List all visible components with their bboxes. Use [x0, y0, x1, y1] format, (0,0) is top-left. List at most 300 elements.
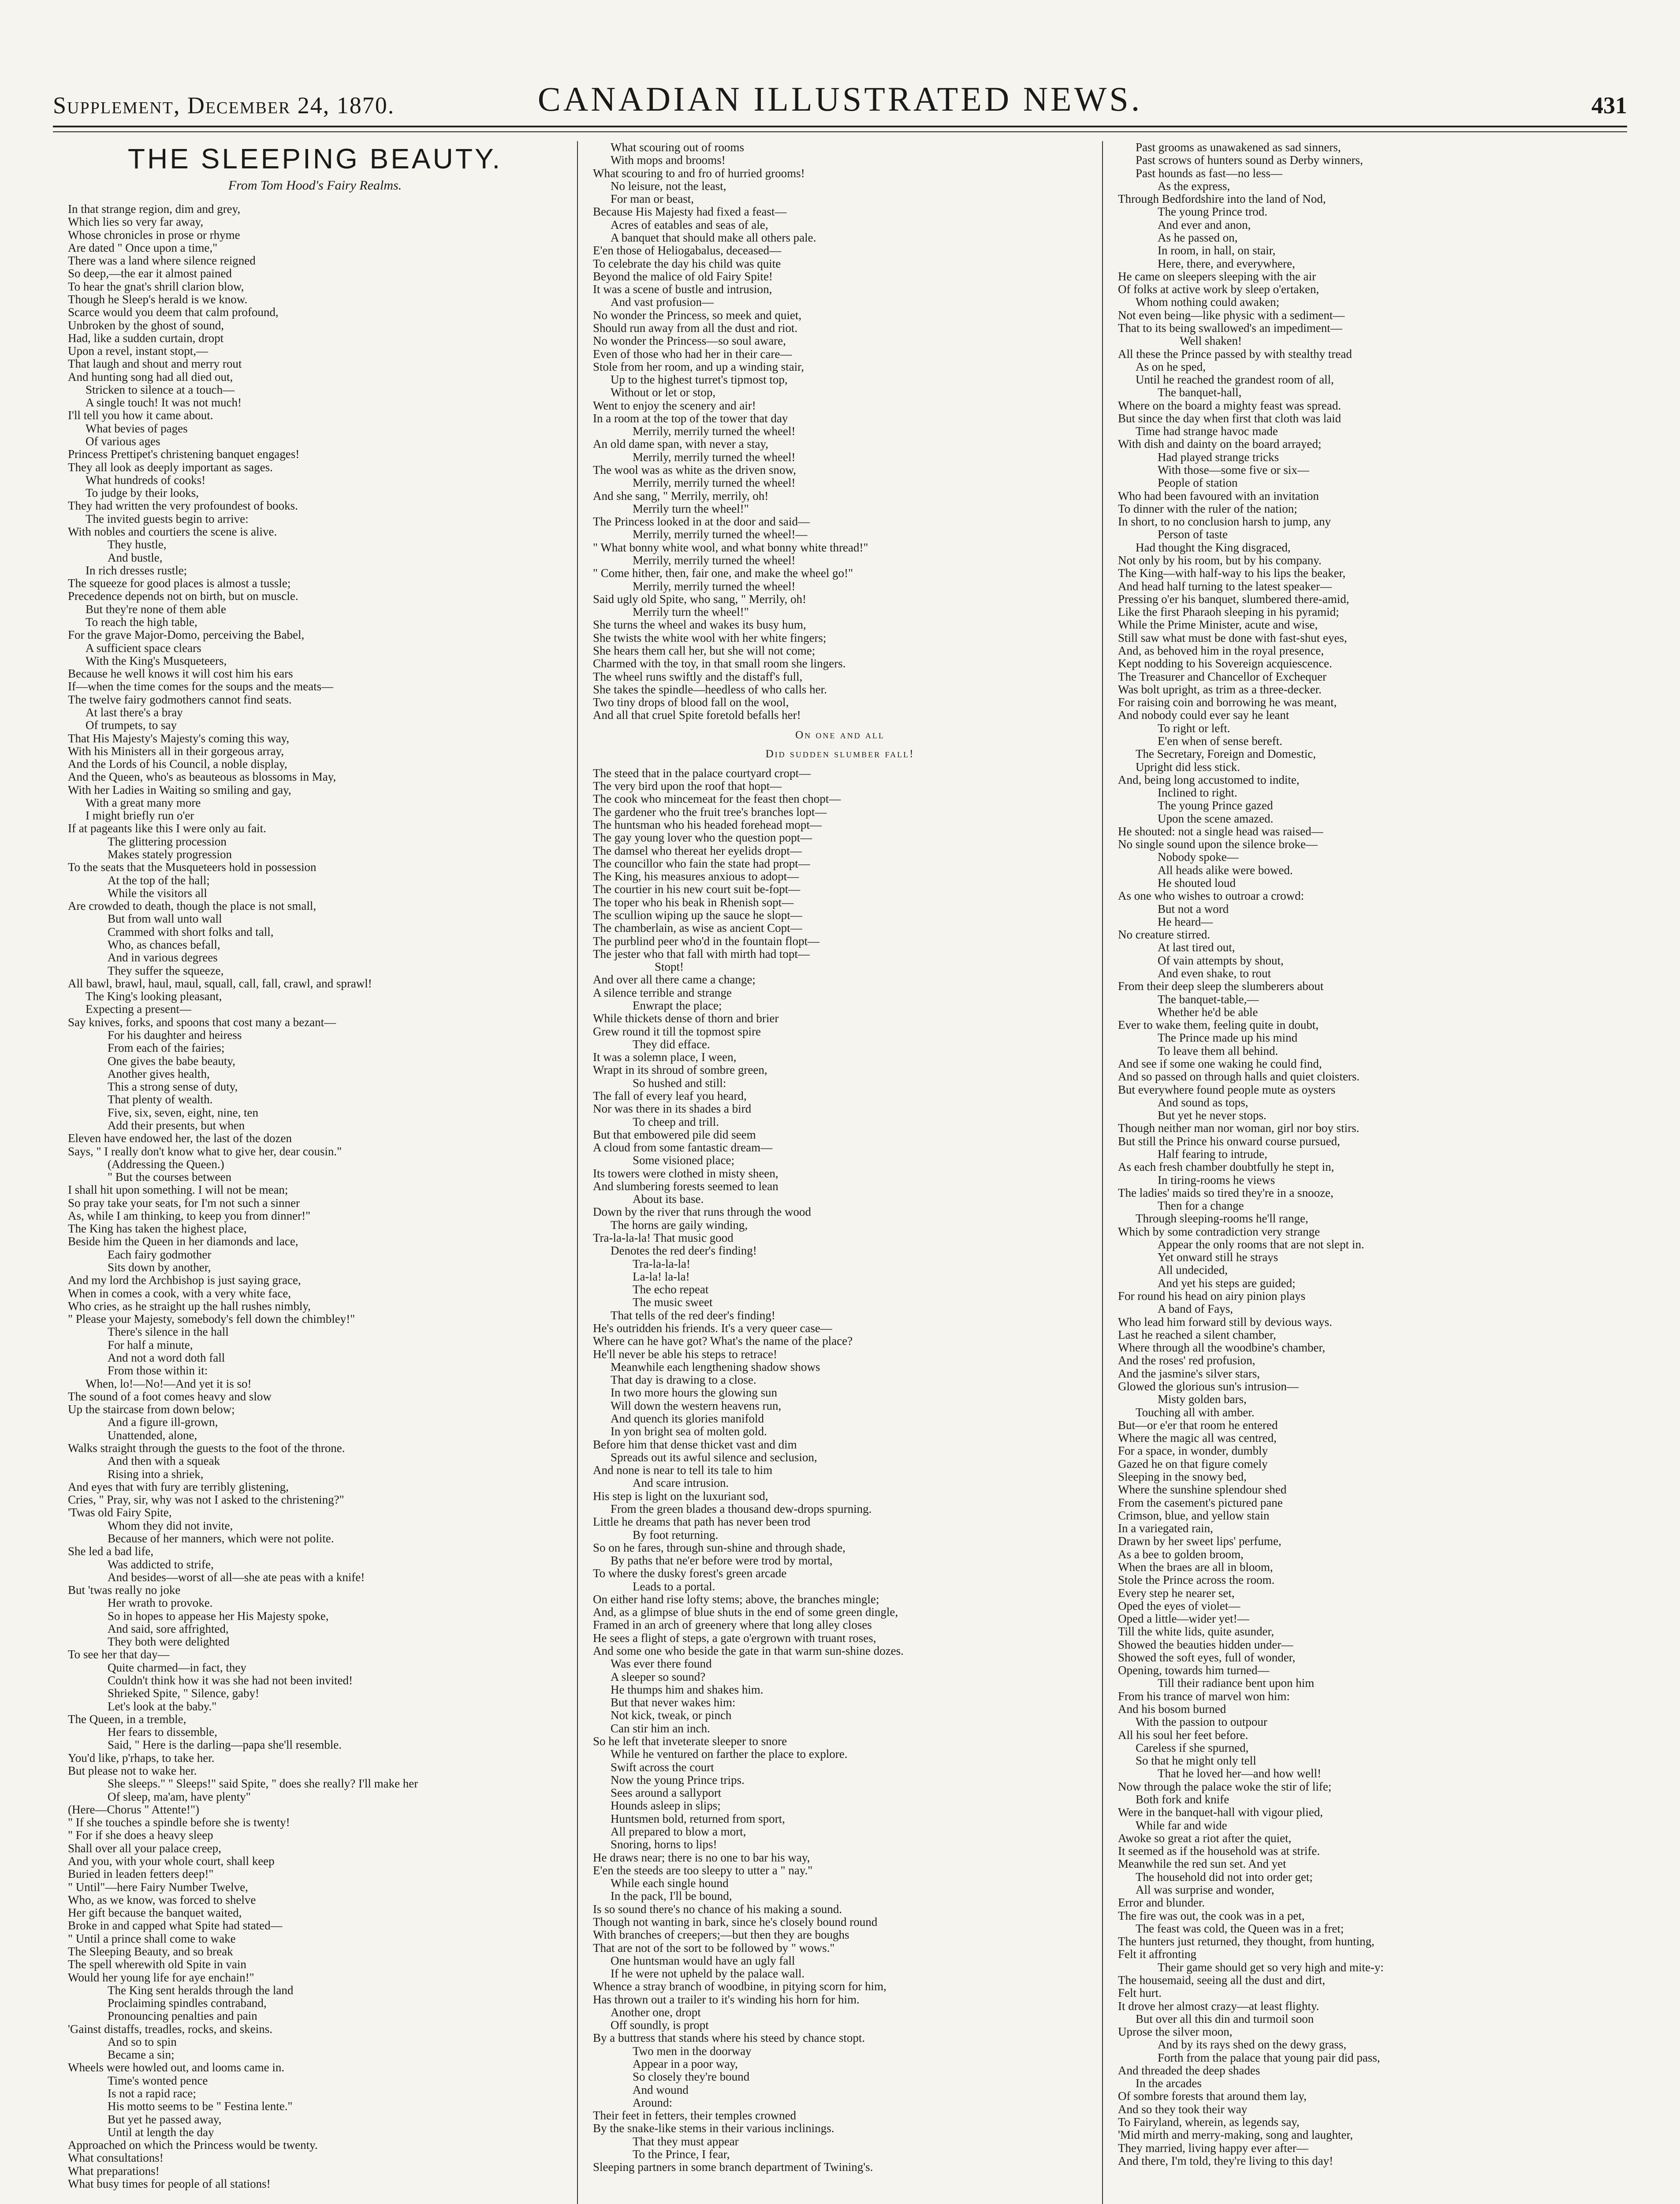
- poem-line: In yon bright sea of molten gold.: [611, 1425, 767, 1438]
- poem-line: Another gives health,: [108, 1067, 210, 1080]
- poem-line: And bustle,: [108, 551, 163, 564]
- poem-line: As he passed on,: [1158, 231, 1238, 244]
- poem-line: Framed in an arch of greenery where that long alley closes: [593, 1618, 872, 1632]
- poem-line: His motto seems to be " Festina lente.": [108, 2100, 293, 2113]
- poem-line: And yet his steps are guided;: [1158, 1276, 1296, 1290]
- poem-line: And see if some one waking he could find,: [1118, 1057, 1322, 1070]
- poem-line: Upright did less stick.: [1136, 760, 1240, 774]
- poem-line: As each fresh chamber doubtfully he stept in,: [1118, 1160, 1334, 1174]
- poem-line: A sufficient space clears: [86, 641, 201, 655]
- poem-line: The young Prince gazed: [1158, 799, 1273, 812]
- poem-line: The cook who mincemeat for the feast then chopt—: [593, 792, 841, 806]
- poem-line: To leave them all behind.: [1158, 1044, 1278, 1057]
- poem-line: From those within it:: [108, 1364, 208, 1378]
- poem-line: And even shake, to rout: [1158, 967, 1271, 980]
- poem-line: If—when the time comes for the soups and the meats—: [68, 680, 334, 693]
- poem-line: The toper who his beak in Rhenish sopt—: [593, 895, 794, 909]
- poem-line: A silence terrible and strange: [593, 986, 732, 999]
- poem-line: They all look as deeply important as sages.: [68, 460, 273, 474]
- poem-line: Was ever there found: [611, 1657, 712, 1671]
- poem-line: The King's looking pleasant,: [86, 990, 222, 1003]
- poem-line: Appear the only rooms that are not slept in.: [1158, 1237, 1364, 1251]
- poem-line: With branches of creepers;—but then they are boughs: [593, 1928, 849, 1942]
- poem-line: For the grave Major-Domo, perceiving the Babel,: [68, 628, 305, 642]
- poem-line: Shrieked Spite, " Silence, gaby!: [108, 1687, 259, 1700]
- poem-line: " If she touches a spindle before she is twenty!: [68, 1816, 290, 1829]
- poem-line: But that never wakes him:: [611, 1696, 736, 1709]
- poem-line: Says, " I really don't know what to give her, dear cousin.": [68, 1144, 342, 1158]
- poem-line: Till the white lids, quite asunder,: [1118, 1625, 1274, 1638]
- poem-line: All bawl, brawl, haul, maul, squall, call, fall, crawl, and sprawl!: [68, 976, 372, 990]
- poem-line: To dinner with the ruler of the nation;: [1118, 502, 1297, 515]
- poem-line: Had, like a sudden curtain, dropt: [68, 331, 224, 345]
- poem-line: To judge by their looks,: [86, 486, 199, 500]
- poem-line: So that he might only tell: [1136, 1754, 1256, 1768]
- poem-line: They had written the very profoundest of books.: [68, 499, 298, 513]
- poem-line: Past scrows of hunters sound as Derby winners,: [1136, 153, 1363, 167]
- poem-line: Sits down by another,: [108, 1261, 211, 1274]
- poem-line: Half fearing to intrude,: [1158, 1147, 1267, 1161]
- poem-line: The courtier in his new court suit be-fopt—: [593, 882, 801, 896]
- poem-line: Both fork and knife: [1136, 1793, 1229, 1806]
- poem-line: Two tiny drops of blood fall on the wool,: [593, 696, 789, 709]
- poem-line: And there, I'm told, they're living to this day!: [1118, 2154, 1334, 2167]
- poem-line: And hunting song had all died out,: [68, 370, 233, 383]
- poem-line: While far and wide: [1136, 1818, 1227, 1832]
- poem-line: The fire was out, the cook was in a pet,: [1118, 1909, 1305, 1922]
- poem-lines-col1: [68, 203, 562, 2190]
- poem-line: An old dame span, with never a stay,: [593, 437, 768, 451]
- poem-line: Until he reached the grandest room of all,: [1136, 373, 1334, 387]
- poem-line: Stole the Prince across the room.: [1118, 1573, 1275, 1587]
- poem-line: In tiring-rooms he views: [1158, 1173, 1275, 1187]
- poem-line: A banquet that should make all others pale.: [611, 231, 816, 244]
- masthead: [53, 66, 1627, 119]
- poem-line: He draws near; there is no one to bar his way,: [593, 1850, 810, 1864]
- poem-line: Ever to wake them, feeling quite in doubt,: [1118, 1018, 1319, 1032]
- poem-line: What consultations!: [68, 2151, 164, 2165]
- poem-line: All heads alike were bowed.: [1158, 863, 1293, 877]
- poem-line: And so passed on through halls and quiet cloisters.: [1118, 1070, 1360, 1083]
- poem-line: So deep,—the ear it almost pained: [68, 267, 232, 280]
- poem-line: Grew round it till the topmost spire: [593, 1024, 761, 1038]
- poem-line: (Here—Chorus " Attente!"): [68, 1802, 199, 1816]
- poem-line: At last there's a bray: [86, 705, 183, 719]
- poem-title: THE SLEEPING BEAUTY.: [127, 143, 503, 175]
- poem-line: The huntsman who his headed forehead mopt—: [593, 818, 822, 832]
- poem-line: What scouring to and fro of hurried grooms!: [593, 166, 805, 180]
- poem-line: Are dated " Once upon a time,": [68, 241, 218, 254]
- poem-line: Leads to a portal.: [633, 1579, 715, 1593]
- poem-line: Touching all with amber.: [1136, 1405, 1255, 1419]
- poem-line: Pressing o'er his banquet, slumbered there-amid,: [1118, 592, 1349, 606]
- poem-line: But please not to wake her.: [68, 1764, 197, 1778]
- poem-line: Swift across the court: [611, 1760, 714, 1774]
- poem-line: At last tired out,: [1158, 941, 1235, 954]
- poem-line: And eyes that with fury are terribly glistening,: [68, 1480, 289, 1493]
- poem-line: This a strong sense of duty,: [108, 1080, 238, 1094]
- poem-line: Let's look at the baby.": [108, 1699, 217, 1713]
- poem-line: Error and blunder.: [1118, 1896, 1205, 1910]
- poem-line: What busy times for people of all stations!: [68, 2177, 271, 2191]
- poem-line: In room, in hall, on stair,: [1158, 244, 1276, 257]
- poem-line: Merrily, merrily turned the wheel!: [633, 424, 796, 438]
- poem-line: To celebrate the day his child was quite: [593, 257, 781, 270]
- poem-line: And head half turning to the latest speaker—: [1118, 579, 1332, 593]
- poem-line: 'Mid mirth and merry-making, song and laughter,: [1118, 2128, 1353, 2142]
- poem-line: Beside him the Queen in her diamonds and lace,: [68, 1235, 298, 1248]
- poem-line: To cheep and trill.: [633, 1115, 719, 1128]
- poem-line: But not a word: [1158, 902, 1229, 916]
- poem-line: Gazed he on that figure comely: [1118, 1457, 1268, 1471]
- poem-line: At the top of the hall;: [108, 873, 210, 887]
- poem-line: And so they took their way: [1118, 2102, 1248, 2116]
- poem-line: Nor was there in its shades a bird: [593, 1102, 752, 1116]
- poem-line: For round his head on airy pinion plays: [1118, 1289, 1306, 1303]
- poem-line: With dish and dainty on the board arrayed;: [1118, 437, 1322, 451]
- poem-line: Her gift because the banquet waited,: [68, 1906, 242, 1920]
- poem-line: For a space, in wonder, dumbly: [1118, 1444, 1268, 1458]
- poem-line: Kept nodding to his Sovereign acquiescence.: [1118, 657, 1332, 670]
- poem-line: Rising into a shriek,: [108, 1467, 204, 1481]
- poem-line: But since the day when first that cloth was laid: [1118, 411, 1341, 425]
- poem-line: The purblind peer who'd in the fountain flopt—: [593, 934, 820, 948]
- poem-line: But yet he never stops.: [1158, 1109, 1267, 1122]
- poem-line: Buried in leaden fetters deep!": [68, 1867, 214, 1881]
- poem-line: " But the courses between: [108, 1170, 231, 1184]
- poem-line: And the roses' red profusion,: [1118, 1354, 1255, 1367]
- column-1: [53, 141, 577, 2204]
- poem-line: Her fears to dissemble,: [108, 1725, 217, 1739]
- poem-line: But they're none of them able: [86, 602, 227, 616]
- poem-line: Who had been favoured with an invitation: [1118, 489, 1319, 503]
- poem-line: Sleeping partners in some branch department of Twining's.: [593, 2160, 873, 2174]
- poem-line: Said, " Here is the darling—papa she'll resemble.: [108, 1738, 342, 1752]
- poem-line: Are crowded to death, though the place is not small,: [68, 899, 317, 913]
- poem-line: E'en when of sense bereft.: [1158, 734, 1282, 748]
- poem-line: Snoring, horns to lips!: [611, 1838, 717, 1851]
- poem-line: Who lead him forward still by devious ways.: [1118, 1315, 1332, 1329]
- poem-line: Will down the western heavens run,: [611, 1399, 782, 1412]
- poem-line: Has thrown out a trailer to it's winding his horn for him.: [593, 1992, 860, 2006]
- poem-line: But that embowered pile did seem: [593, 1128, 756, 1141]
- poem-line: And said, sore affrighted,: [108, 1622, 229, 1635]
- poem-line: I might briefly run o'er: [86, 809, 194, 823]
- poem-line: In a room at the top of the tower that day: [593, 411, 788, 425]
- poem-line: Even of those who had her in their care—: [593, 347, 792, 361]
- poem-line: He'll never be able his steps to retrace!: [593, 1347, 777, 1361]
- poem-line: A band of Fays,: [1158, 1302, 1233, 1316]
- poem-line: The steed that in the palace courtyard cropt—: [593, 766, 811, 780]
- poem-line: It was a solemn place, I ween,: [593, 1050, 737, 1064]
- poem-line: The horns are gaily winding,: [611, 1218, 748, 1232]
- poem-line: Before him that dense thicket vast and dim: [593, 1437, 797, 1451]
- poem-lines-col2-part2: [593, 767, 1087, 2174]
- poem-line: And so to spin: [108, 2035, 177, 2048]
- poem-line: To right or left.: [1158, 721, 1230, 735]
- poem-line: Felt hurt.: [1118, 1986, 1162, 2000]
- poem-line: All his soul her feet before.: [1118, 1728, 1248, 1742]
- poem-line: So hushed and still:: [633, 1076, 726, 1090]
- column-2: [577, 141, 1102, 2204]
- poem-line: Beyond the malice of old Fairy Spite!: [593, 269, 773, 283]
- poem-line: Through Bedfordshire into the land of Nod,: [1118, 192, 1326, 206]
- poem-line: The Queen, in a tremble,: [68, 1712, 186, 1726]
- poem-line: Went to enjoy the scenery and air!: [593, 398, 756, 412]
- poem-line: Appear in a poor way,: [633, 2057, 738, 2071]
- poem-line: To Fairyland, wherein, as legends say,: [1118, 2115, 1300, 2129]
- poem-line: Where the magic all was centred,: [1118, 1431, 1277, 1445]
- poem-line: They suffer the squeeze,: [108, 964, 224, 977]
- poem-line: By foot returning.: [633, 1528, 719, 1541]
- poem-line: Said ugly old Spite, who sang, " Merrily, oh!: [593, 592, 806, 606]
- poem-line: And, being long accustomed to indite,: [1118, 773, 1300, 786]
- poem-line: Merrily, merrily turned the wheel!: [633, 554, 796, 567]
- poem-line: And not a word doth fall: [108, 1351, 225, 1365]
- poem-lines-col2-part1: [593, 141, 1087, 722]
- poem-line: Became a sin;: [108, 2048, 175, 2062]
- poem-line: Person of taste: [1158, 528, 1228, 541]
- poem-line: And wound: [633, 2083, 689, 2096]
- poem-line: The Princess looked in at the door and said—: [593, 515, 810, 529]
- poem-line: Is so sound there's no chance of his making a sound.: [593, 1902, 842, 1916]
- poem-line: Makes stately progression: [108, 848, 232, 861]
- poem-line: Had played strange tricks: [1158, 450, 1279, 464]
- poem-line: But—or e'er that room he entered: [1118, 1418, 1278, 1432]
- poem-line: (Addressing the Queen.): [108, 1157, 224, 1171]
- poem-line: That he loved her—and how well!: [1158, 1767, 1322, 1780]
- newspaper-title: CANADIAN ILLUSTRATED NEWS.: [537, 80, 1143, 118]
- poem-line: All was surprise and wonder,: [1136, 1883, 1274, 1896]
- poem-line: Tra-la-la-la! That music good: [593, 1231, 734, 1245]
- poem-line: Whom they did not invite,: [108, 1519, 233, 1532]
- poem-line: Cries, " Pray, sir, why was not I asked to the christening?": [68, 1493, 344, 1507]
- poem-line: Huntsmen bold, returned from sport,: [611, 1812, 785, 1825]
- poem-line: He's outridden his friends. It's a very queer case—: [593, 1322, 832, 1335]
- poem-line: If he were not upheld by the palace wall.: [611, 1967, 805, 1981]
- poem-line: Because he well knows it will cost him his ears: [68, 667, 293, 681]
- poem-line: 'Gainst distaffs, treadles, rocks, and skeins.: [68, 2022, 273, 2036]
- poem-line: Can stir him an inch.: [611, 1721, 710, 1735]
- poem-line: From their deep sleep the slumberers about: [1118, 979, 1324, 993]
- masthead-rule-thin: [53, 131, 1627, 132]
- poem-line: Until at length the day: [108, 2125, 214, 2139]
- poem-line: To the seats that the Musqueteers hold in possession: [68, 860, 317, 874]
- poem-line: And sound as tops,: [1158, 1095, 1248, 1109]
- poem-line: Oped a little—wider yet!—: [1118, 1612, 1249, 1626]
- poem-line: The housemaid, seeing all the dust and dirt,: [1118, 1973, 1326, 1987]
- poem-line: And besides—worst of all—she ate peas with a knife!: [108, 1570, 365, 1584]
- poem-line: In the pack, I'll be bound,: [611, 1889, 732, 1903]
- section-heading-2: Did sudden slumber fall!: [765, 748, 915, 760]
- poem-line: The hunters just returned, they thought, from hunting,: [1118, 1935, 1375, 1948]
- poem-line: So in hopes to appease her His Majesty spoke,: [108, 1609, 329, 1623]
- poem-line: No creature stirred.: [1118, 928, 1211, 942]
- poem-line: Misty golden bars,: [1158, 1392, 1247, 1406]
- poem-line: Princess Prettipet's christening banquet engages!: [68, 447, 300, 461]
- poem-line: With a great many more: [86, 796, 201, 809]
- poem-line: He thumps him and shakes him.: [611, 1683, 764, 1696]
- poem-line: With the King's Musqueteers,: [86, 654, 227, 667]
- poem-line: Expecting a present—: [86, 1002, 191, 1016]
- poem-line: The wool was as white as the driven snow,: [593, 463, 796, 477]
- poem-line: Say knives, forks, and spoons that cost many a bezant—: [68, 1015, 336, 1029]
- poem-line: Whether he'd be able: [1158, 1005, 1258, 1019]
- poem-line: That plenty of wealth.: [108, 1093, 213, 1106]
- poem-line: To reach the high table,: [86, 615, 197, 629]
- poem-line: They married, living happy ever after—: [1118, 2141, 1308, 2155]
- poem-line: " For if she does a heavy sleep: [68, 1828, 213, 1842]
- poem-line: The gardener who the fruit tree's branches lopt—: [593, 805, 827, 819]
- poem-subtitle: From Tom Hood's Fairy Realms.: [228, 178, 402, 193]
- poem-line: " Please your Majesty, somebody's fell down the chimbley!": [68, 1312, 355, 1326]
- poem-line: Was addicted to strife,: [108, 1557, 214, 1571]
- poem-line: What scouring out of rooms: [611, 141, 744, 154]
- poem-line: Time had strange havoc made: [1136, 424, 1278, 438]
- poem-line: He sees a flight of steps, a gate o'ergrown with truant roses,: [593, 1631, 876, 1645]
- poem-line: Inclined to right.: [1158, 786, 1237, 800]
- poem-line: And some one who beside the gate in that warm sun-shine dozes.: [593, 1644, 904, 1658]
- poem-line: But 'twas really no joke: [68, 1583, 181, 1597]
- poem-line: The King has taken the highest place,: [68, 1222, 247, 1236]
- poem-line: The banquet-table,—: [1158, 992, 1259, 1006]
- poem-line: Which lies so very far away,: [68, 215, 204, 229]
- poem-line: From each of the fairies;: [108, 1041, 225, 1055]
- poem-line: When in comes a cook, with a very white face,: [68, 1286, 291, 1300]
- poem-line: By a buttress that stands where his steed by chance stopt.: [593, 2031, 865, 2045]
- poem-line: When, lo!—No!—And yet it is so!: [86, 1377, 252, 1390]
- poem-line: Wheels were howled out, and looms came in.: [68, 2061, 285, 2074]
- masthead-rule: [53, 126, 1627, 127]
- poem-line: Scarce would you deem that calm profound,: [68, 305, 279, 319]
- poem-line: Up the staircase from down below;: [68, 1403, 235, 1416]
- poem-line: There was a land where silence reigned: [68, 254, 256, 268]
- poem-line: On either hand rise lofty stems; above, the branches mingle;: [593, 1592, 879, 1606]
- poem-line: Five, six, seven, eight, nine, ten: [108, 1106, 258, 1119]
- poem-line: Is not a rapid race;: [108, 2087, 196, 2100]
- poem-line: The spell wherewith old Spite in vain: [68, 1958, 246, 1971]
- poem-line: That to its being swallowed's an impediment—: [1118, 321, 1342, 335]
- poem-line: And the Lords of his Council, a noble display,: [68, 757, 287, 771]
- poem-line: Past grooms as unawakened as sad sinners,: [1136, 141, 1341, 154]
- poem-line: Off soundly, is propt: [611, 2018, 709, 2032]
- poem-line: Charmed with the toy, in that small room she lingers.: [593, 657, 846, 670]
- poem-line: As on he sped,: [1136, 360, 1206, 373]
- poem-line: One huntsman would have an ugly fall: [611, 1954, 795, 1967]
- poem-line: La-la! la-la!: [633, 1270, 690, 1283]
- poem-line: All these the Prince passed by with stealthy tread: [1118, 347, 1352, 361]
- poem-line: Who cries, as he straight up the hall rushes nimbly,: [68, 1299, 311, 1313]
- poem-line: Oped the eyes of violet—: [1118, 1599, 1240, 1612]
- poem-line: Like the first Pharaoh sleeping in his pyramid;: [1118, 605, 1339, 619]
- poem-line: Felt it affronting: [1118, 1947, 1196, 1961]
- poem-line: His step is light on the luxuriant sod,: [593, 1489, 768, 1503]
- poem-line: And in various degrees: [108, 951, 218, 964]
- poem-line: It drove her almost crazy—at least flighty.: [1118, 1999, 1319, 2013]
- poem-line: From the casement's pictured pane: [1118, 1496, 1283, 1509]
- poem-line: I shall hit upon something. I will not be mean;: [68, 1183, 288, 1197]
- poem-line: From his trance of marvel won him:: [1118, 1689, 1290, 1703]
- poem-line: In that strange region, dim and grey,: [68, 202, 241, 216]
- poem-line: With nobles and courtiers the scene is alive.: [68, 525, 277, 539]
- poem-line: Up to the highest turret's tipmost top,: [611, 373, 788, 387]
- poem-line: He came on sleepers sleeping with the air: [1118, 269, 1316, 283]
- poem-line: Her wrath to provoke.: [108, 1596, 213, 1610]
- poem-line: Till their radiance bent upon him: [1158, 1676, 1315, 1690]
- poem-line: By paths that ne'er before were trod by mortal,: [611, 1554, 833, 1567]
- poem-line: " Come hither, then, fair one, and make the wheel go!": [593, 566, 853, 580]
- poem-line: While the visitors all: [108, 886, 207, 900]
- poem-line: Merrily, merrily turned the wheel!—: [633, 528, 808, 541]
- poem-line: Shall over all your palace creep,: [68, 1841, 221, 1855]
- poem-line: The glittering procession: [108, 834, 227, 848]
- poem-line: While he ventured on farther the place to explore.: [611, 1747, 848, 1761]
- poem-line: Past hounds as fast—no less—: [1136, 166, 1282, 180]
- poem-line: Forth from the palace that young pair did pass,: [1158, 2051, 1380, 2064]
- poem-line: Where the sunshine splendour shed: [1118, 1483, 1287, 1497]
- poem-line: Through sleeping-rooms he'll range,: [1136, 1212, 1308, 1225]
- poem-line: All undecided,: [1158, 1263, 1228, 1277]
- poem-line: The sound of a foot comes heavy and slow: [68, 1389, 272, 1403]
- poem-line: But everywhere found people mute as oysters: [1118, 1083, 1336, 1096]
- page-number: 431: [1591, 92, 1627, 119]
- poem-line: Enwrapt the place;: [633, 998, 722, 1012]
- poem-line: For man or beast,: [611, 192, 694, 206]
- poem-line: He shouted: not a single head was raised—: [1118, 824, 1323, 838]
- poem-line: Walks straight through the guests to the foot of the throne.: [68, 1441, 345, 1455]
- poem-line: Tra-la-la-la!: [633, 1257, 690, 1270]
- poem-line: Upon a revel, instant stopt,—: [68, 344, 208, 358]
- poem-line: It seemed as if the household was at strife.: [1118, 1844, 1320, 1858]
- poem-line: Were in the banquet-hall with vigour plied,: [1118, 1806, 1323, 1819]
- poem-line: Sleeping in the snowy bed,: [1118, 1470, 1247, 1483]
- poem-line: And quench its glories manifold: [611, 1411, 764, 1425]
- poem-line: The Prince made up his mind: [1158, 1031, 1298, 1045]
- poem-line: In two more hours the glowing sun: [611, 1386, 777, 1400]
- poem-line: Though neither man nor woman, girl nor boy stirs.: [1118, 1121, 1360, 1135]
- poem-line: But from wall unto wall: [108, 912, 222, 926]
- poem-line: That tells of the red deer's finding!: [611, 1308, 775, 1322]
- poem-line: Whom nothing could awaken;: [1136, 295, 1280, 309]
- poem-line: While the Prime Minister, acute and wise,: [1118, 618, 1318, 632]
- columns: [53, 141, 1627, 2204]
- poem-line: Spreads out its awful silence and seclusion,: [611, 1450, 817, 1464]
- poem-line: No wonder the Princess—so soul aware,: [593, 334, 786, 348]
- poem-line: Then for a change: [1158, 1199, 1244, 1213]
- poem-line: Merrily turn the wheel!": [633, 502, 749, 515]
- poem-line: She hears them call her, but she will not come;: [593, 644, 816, 657]
- poem-line: The squeeze for good places is almost a tussle;: [68, 577, 291, 590]
- poem-line: The councillor who fain the state had propt—: [593, 856, 810, 870]
- poem-line: No wonder the Princess, so meek and quiet,: [593, 308, 802, 322]
- poem-line: Stricken to silence at a touch—: [86, 383, 235, 396]
- poem-line: Each fairy godmother: [108, 1247, 212, 1261]
- poem-line: Approached on which the Princess would be twenty.: [68, 2138, 318, 2152]
- poem-line: With the passion to outpour: [1136, 1715, 1267, 1729]
- poem-line: What preparations!: [68, 2164, 160, 2178]
- poem-line: She led a bad life,: [68, 1545, 154, 1558]
- poem-line: And threaded the deep shades: [1118, 2063, 1260, 2077]
- poem-line: Sees around a sallyport: [611, 1786, 722, 1800]
- poem-line: The wheel runs swiftly and the distaff's full,: [593, 670, 803, 683]
- poem-line: The household did not into order get;: [1136, 1870, 1313, 1884]
- poem-line: He heard—: [1158, 915, 1213, 928]
- poem-line: That laugh and shout and merry rout: [68, 357, 242, 371]
- poem-line: Still saw what must be done with fast-shut eyes,: [1118, 631, 1347, 644]
- column-3: [1102, 141, 1627, 2204]
- poem-line: And by its rays shed on the dewy grass,: [1158, 2038, 1347, 2051]
- poem-line: From the green blades a thousand dew-drops spurning.: [611, 1502, 872, 1515]
